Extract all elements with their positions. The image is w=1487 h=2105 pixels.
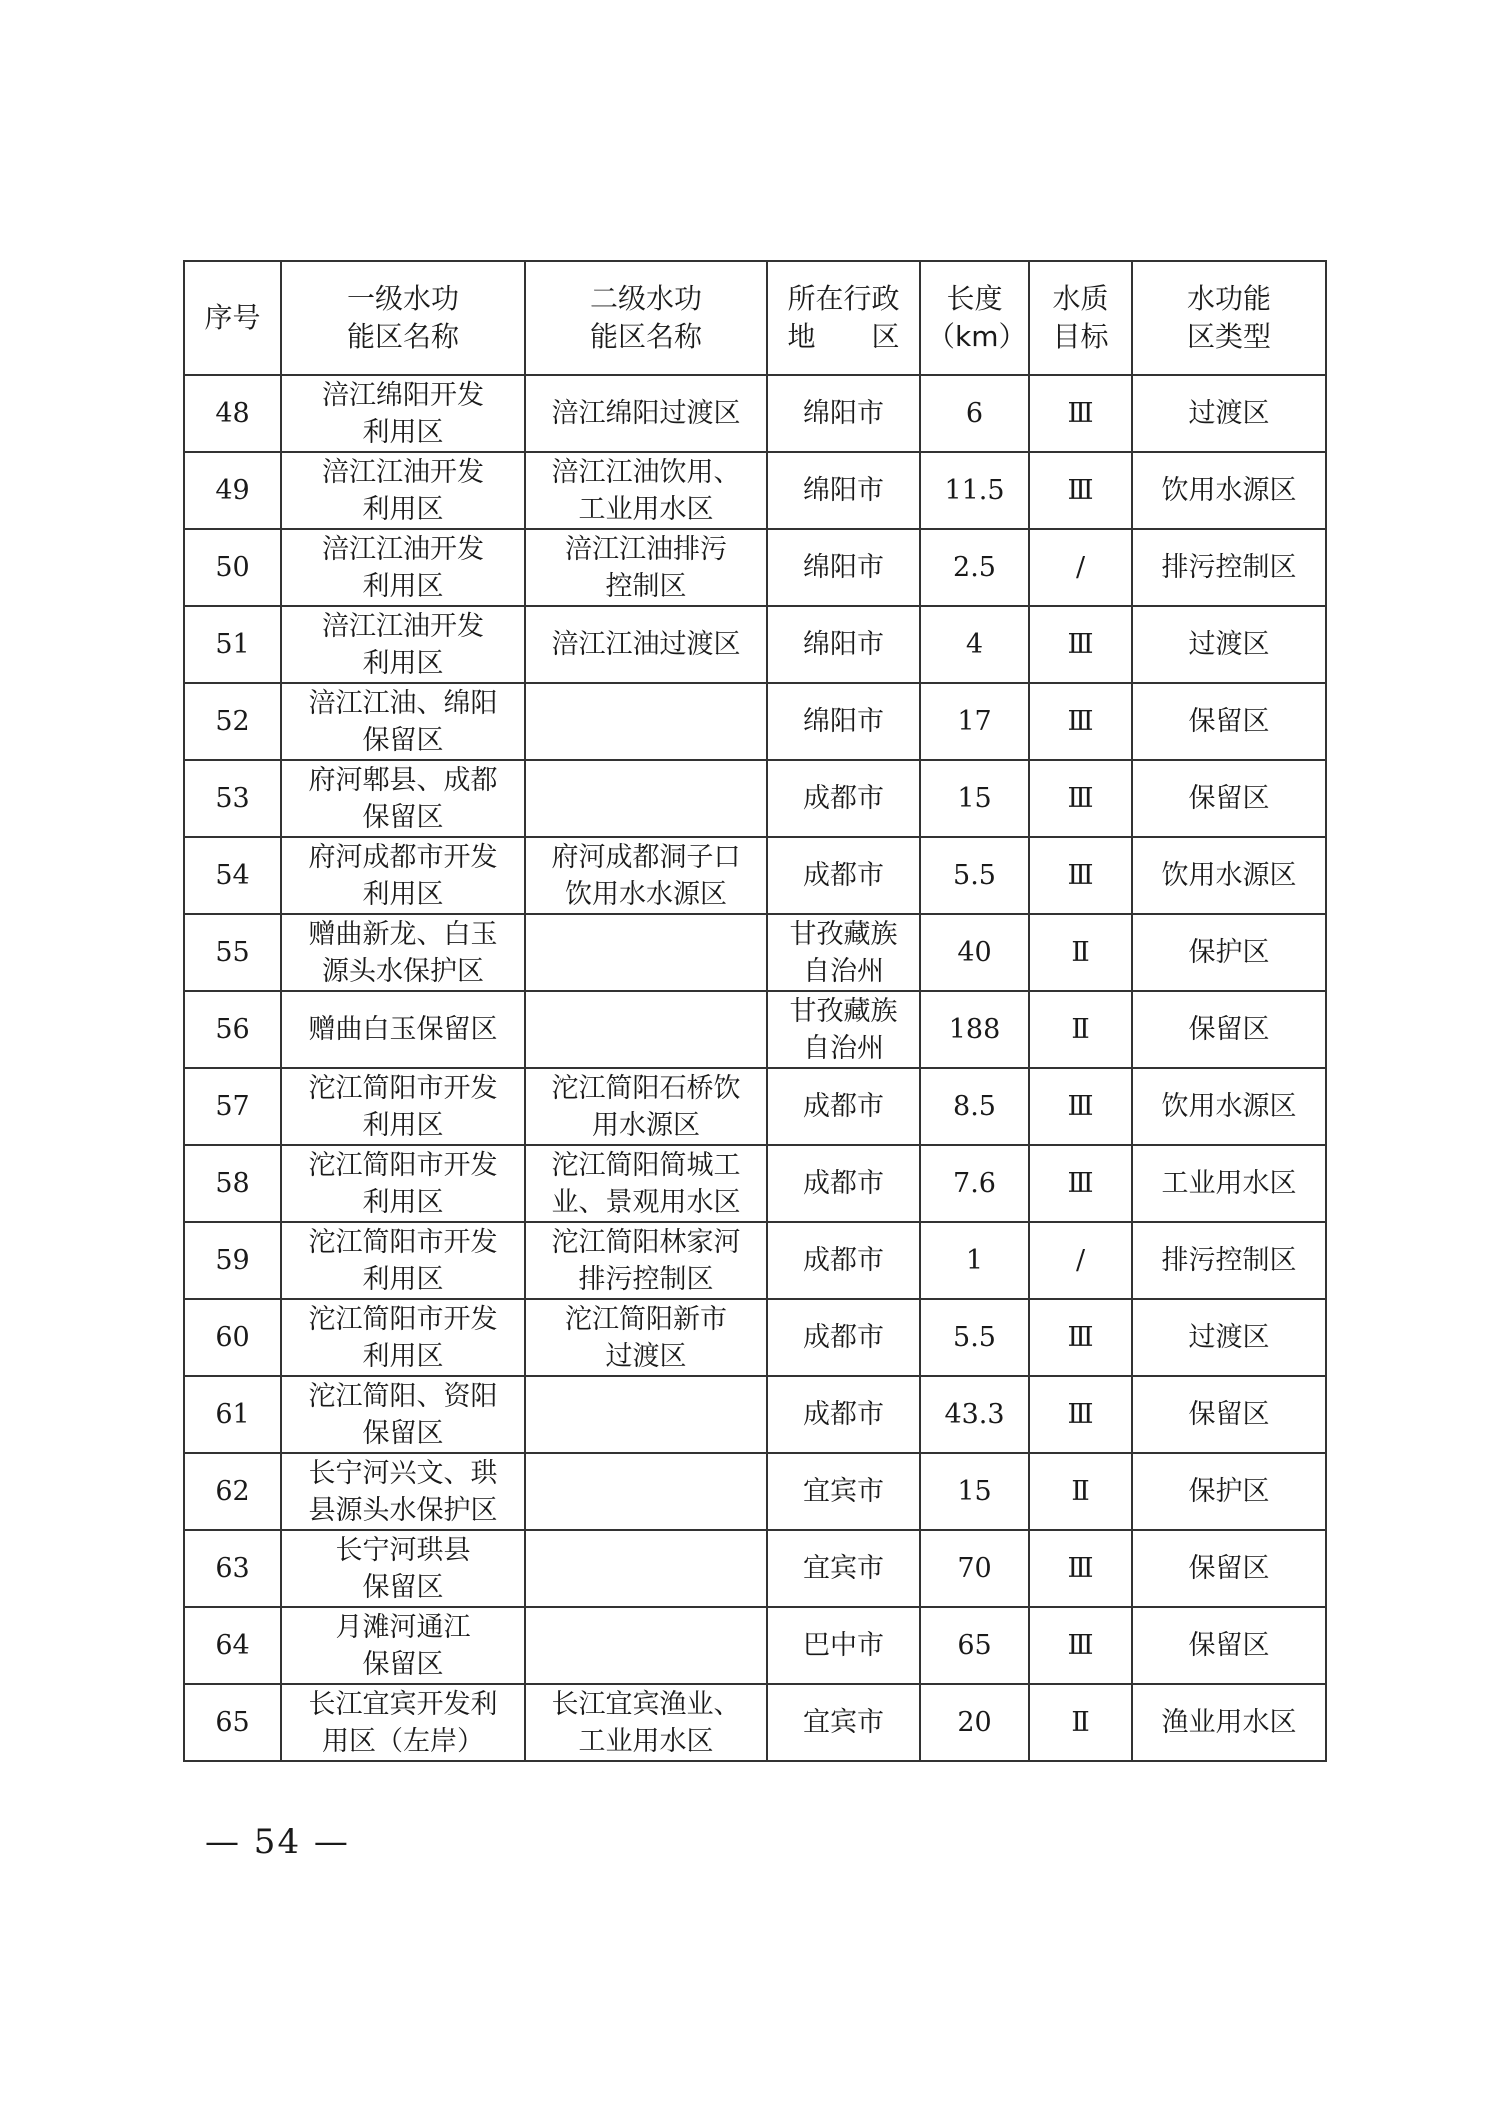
cell-length: 6 xyxy=(920,375,1029,452)
table-row xyxy=(184,837,1326,914)
header-length-km: 长度 （km） xyxy=(920,261,1029,375)
table-row xyxy=(184,1607,1326,1684)
table-body xyxy=(184,375,1326,1761)
cell-region: 宜宾市 xyxy=(767,1530,920,1607)
cell-length: 11.5 xyxy=(920,452,1029,529)
cell-region: 成都市 xyxy=(767,1376,920,1453)
cell-length: 188 xyxy=(920,991,1029,1068)
cell-primary-zone: 长宁河珙县 保留区 xyxy=(281,1530,525,1607)
cell-quality-target: Ⅱ xyxy=(1029,991,1132,1068)
header-secondary-zone-name: 二级水功 能区名称 xyxy=(525,261,767,375)
cell-index: 52 xyxy=(184,683,281,760)
header-index: 序号 xyxy=(184,261,281,375)
cell-quality-target: Ⅲ xyxy=(1029,1530,1132,1607)
cell-zone-type: 过渡区 xyxy=(1132,1299,1326,1376)
cell-region: 绵阳市 xyxy=(767,683,920,760)
cell-primary-zone: 沱江简阳市开发 利用区 xyxy=(281,1299,525,1376)
table-row xyxy=(184,1684,1326,1761)
table-row xyxy=(184,1145,1326,1222)
cell-secondary-zone: 长江宜宾渔业、 工业用水区 xyxy=(525,1684,767,1761)
cell-quality-target: Ⅲ xyxy=(1029,1376,1132,1453)
cell-primary-zone: 月滩河通江 保留区 xyxy=(281,1607,525,1684)
cell-secondary-zone xyxy=(525,1530,767,1607)
cell-secondary-zone: 沱江简阳林家河 排污控制区 xyxy=(525,1222,767,1299)
cell-region: 绵阳市 xyxy=(767,375,920,452)
cell-secondary-zone: 沱江简阳简城工 业、景观用水区 xyxy=(525,1145,767,1222)
cell-region: 成都市 xyxy=(767,1145,920,1222)
cell-zone-type: 饮用水源区 xyxy=(1132,452,1326,529)
table-row xyxy=(184,760,1326,837)
cell-index: 63 xyxy=(184,1530,281,1607)
table-row xyxy=(184,1530,1326,1607)
table-row xyxy=(184,529,1326,606)
table-row xyxy=(184,452,1326,529)
cell-region: 宜宾市 xyxy=(767,1453,920,1530)
cell-primary-zone: 沱江简阳市开发 利用区 xyxy=(281,1068,525,1145)
cell-quality-target: / xyxy=(1029,1222,1132,1299)
cell-index: 59 xyxy=(184,1222,281,1299)
cell-length: 5.5 xyxy=(920,837,1029,914)
cell-secondary-zone xyxy=(525,760,767,837)
cell-length: 65 xyxy=(920,1607,1029,1684)
cell-secondary-zone: 涪江江油饮用、 工业用水区 xyxy=(525,452,767,529)
cell-zone-type: 渔业用水区 xyxy=(1132,1684,1326,1761)
cell-zone-type: 保留区 xyxy=(1132,1376,1326,1453)
cell-index: 62 xyxy=(184,1453,281,1530)
cell-zone-type: 过渡区 xyxy=(1132,375,1326,452)
cell-primary-zone: 涪江绵阳开发 利用区 xyxy=(281,375,525,452)
cell-secondary-zone xyxy=(525,991,767,1068)
cell-secondary-zone: 沱江简阳新市 过渡区 xyxy=(525,1299,767,1376)
cell-length: 17 xyxy=(920,683,1029,760)
cell-region: 成都市 xyxy=(767,1299,920,1376)
cell-zone-type: 保留区 xyxy=(1132,683,1326,760)
cell-index: 54 xyxy=(184,837,281,914)
cell-secondary-zone: 涪江江油过渡区 xyxy=(525,606,767,683)
cell-region: 成都市 xyxy=(767,760,920,837)
cell-index: 57 xyxy=(184,1068,281,1145)
cell-primary-zone: 沱江简阳市开发 利用区 xyxy=(281,1145,525,1222)
cell-region: 成都市 xyxy=(767,1222,920,1299)
cell-secondary-zone: 涪江绵阳过渡区 xyxy=(525,375,767,452)
cell-quality-target: Ⅱ xyxy=(1029,1684,1132,1761)
cell-region: 甘孜藏族 自治州 xyxy=(767,914,920,991)
cell-quality-target: Ⅲ xyxy=(1029,1068,1132,1145)
cell-quality-target: Ⅱ xyxy=(1029,1453,1132,1530)
cell-index: 51 xyxy=(184,606,281,683)
cell-primary-zone: 府河郫县、成都 保留区 xyxy=(281,760,525,837)
cell-primary-zone: 涪江江油、绵阳 保留区 xyxy=(281,683,525,760)
cell-region: 甘孜藏族 自治州 xyxy=(767,991,920,1068)
cell-zone-type: 保留区 xyxy=(1132,991,1326,1068)
cell-secondary-zone xyxy=(525,1376,767,1453)
cell-length: 2.5 xyxy=(920,529,1029,606)
cell-secondary-zone: 沱江简阳石桥饮 用水源区 xyxy=(525,1068,767,1145)
cell-quality-target: / xyxy=(1029,529,1132,606)
cell-index: 60 xyxy=(184,1299,281,1376)
cell-zone-type: 过渡区 xyxy=(1132,606,1326,683)
table-row xyxy=(184,683,1326,760)
cell-index: 53 xyxy=(184,760,281,837)
cell-index: 65 xyxy=(184,1684,281,1761)
cell-primary-zone: 涪江江油开发 利用区 xyxy=(281,452,525,529)
cell-quality-target: Ⅲ xyxy=(1029,375,1132,452)
table-row xyxy=(184,1299,1326,1376)
cell-quality-target: Ⅲ xyxy=(1029,606,1132,683)
cell-quality-target: Ⅲ xyxy=(1029,1145,1132,1222)
cell-length: 40 xyxy=(920,914,1029,991)
cell-secondary-zone xyxy=(525,1607,767,1684)
cell-region: 成都市 xyxy=(767,1068,920,1145)
cell-quality-target: Ⅲ xyxy=(1029,1299,1132,1376)
water-function-zone-table xyxy=(183,260,1327,1762)
cell-region: 巴中市 xyxy=(767,1607,920,1684)
table-row xyxy=(184,1068,1326,1145)
cell-primary-zone: 沱江简阳、资阳 保留区 xyxy=(281,1376,525,1453)
cell-zone-type: 排污控制区 xyxy=(1132,1222,1326,1299)
cell-primary-zone: 赠曲新龙、白玉 源头水保护区 xyxy=(281,914,525,991)
cell-length: 43.3 xyxy=(920,1376,1029,1453)
header-zone-type: 水功能 区类型 xyxy=(1132,261,1326,375)
cell-quality-target: Ⅲ xyxy=(1029,1607,1132,1684)
cell-index: 48 xyxy=(184,375,281,452)
cell-quality-target: Ⅲ xyxy=(1029,837,1132,914)
cell-quality-target: Ⅲ xyxy=(1029,452,1132,529)
cell-zone-type: 饮用水源区 xyxy=(1132,837,1326,914)
cell-quality-target: Ⅲ xyxy=(1029,683,1132,760)
table-row xyxy=(184,375,1326,452)
cell-primary-zone: 涪江江油开发 利用区 xyxy=(281,529,525,606)
cell-secondary-zone: 府河成都洞子口 饮用水水源区 xyxy=(525,837,767,914)
cell-region: 绵阳市 xyxy=(767,529,920,606)
header-administrative-region: 所在行政 地 区 xyxy=(767,261,920,375)
cell-zone-type: 保护区 xyxy=(1132,1453,1326,1530)
table-row xyxy=(184,991,1326,1068)
cell-primary-zone: 沱江简阳市开发 利用区 xyxy=(281,1222,525,1299)
cell-length: 20 xyxy=(920,1684,1029,1761)
cell-primary-zone: 长江宜宾开发利 用区（左岸） xyxy=(281,1684,525,1761)
table-row xyxy=(184,1376,1326,1453)
cell-length: 15 xyxy=(920,1453,1029,1530)
cell-index: 56 xyxy=(184,991,281,1068)
cell-zone-type: 保留区 xyxy=(1132,1607,1326,1684)
table-row xyxy=(184,914,1326,991)
cell-zone-type: 保留区 xyxy=(1132,760,1326,837)
cell-zone-type: 保护区 xyxy=(1132,914,1326,991)
cell-index: 58 xyxy=(184,1145,281,1222)
table-row xyxy=(184,606,1326,683)
cell-secondary-zone xyxy=(525,914,767,991)
cell-length: 7.6 xyxy=(920,1145,1029,1222)
cell-primary-zone: 赠曲白玉保留区 xyxy=(281,991,525,1068)
cell-region: 绵阳市 xyxy=(767,606,920,683)
cell-index: 50 xyxy=(184,529,281,606)
cell-index: 55 xyxy=(184,914,281,991)
cell-region: 绵阳市 xyxy=(767,452,920,529)
table-row xyxy=(184,1453,1326,1530)
table-header-row xyxy=(184,261,1326,375)
cell-zone-type: 饮用水源区 xyxy=(1132,1068,1326,1145)
cell-zone-type: 排污控制区 xyxy=(1132,529,1326,606)
cell-region: 成都市 xyxy=(767,837,920,914)
cell-index: 64 xyxy=(184,1607,281,1684)
cell-zone-type: 保留区 xyxy=(1132,1530,1326,1607)
cell-zone-type: 工业用水区 xyxy=(1132,1145,1326,1222)
cell-quality-target: Ⅱ xyxy=(1029,914,1132,991)
table-row xyxy=(184,1222,1326,1299)
page-number: — 54 — xyxy=(205,1822,350,1862)
cell-length: 70 xyxy=(920,1530,1029,1607)
cell-secondary-zone xyxy=(525,683,767,760)
cell-length: 8.5 xyxy=(920,1068,1029,1145)
header-primary-zone-name: 一级水功 能区名称 xyxy=(281,261,525,375)
cell-region: 宜宾市 xyxy=(767,1684,920,1761)
cell-length: 1 xyxy=(920,1222,1029,1299)
cell-primary-zone: 府河成都市开发 利用区 xyxy=(281,837,525,914)
cell-secondary-zone xyxy=(525,1453,767,1530)
cell-length: 4 xyxy=(920,606,1029,683)
cell-primary-zone: 涪江江油开发 利用区 xyxy=(281,606,525,683)
cell-quality-target: Ⅲ xyxy=(1029,760,1132,837)
cell-index: 49 xyxy=(184,452,281,529)
cell-length: 15 xyxy=(920,760,1029,837)
cell-secondary-zone: 涪江江油排污 控制区 xyxy=(525,529,767,606)
cell-primary-zone: 长宁河兴文、珙 县源头水保护区 xyxy=(281,1453,525,1530)
header-water-quality-target: 水质 目标 xyxy=(1029,261,1132,375)
cell-index: 61 xyxy=(184,1376,281,1453)
cell-length: 5.5 xyxy=(920,1299,1029,1376)
